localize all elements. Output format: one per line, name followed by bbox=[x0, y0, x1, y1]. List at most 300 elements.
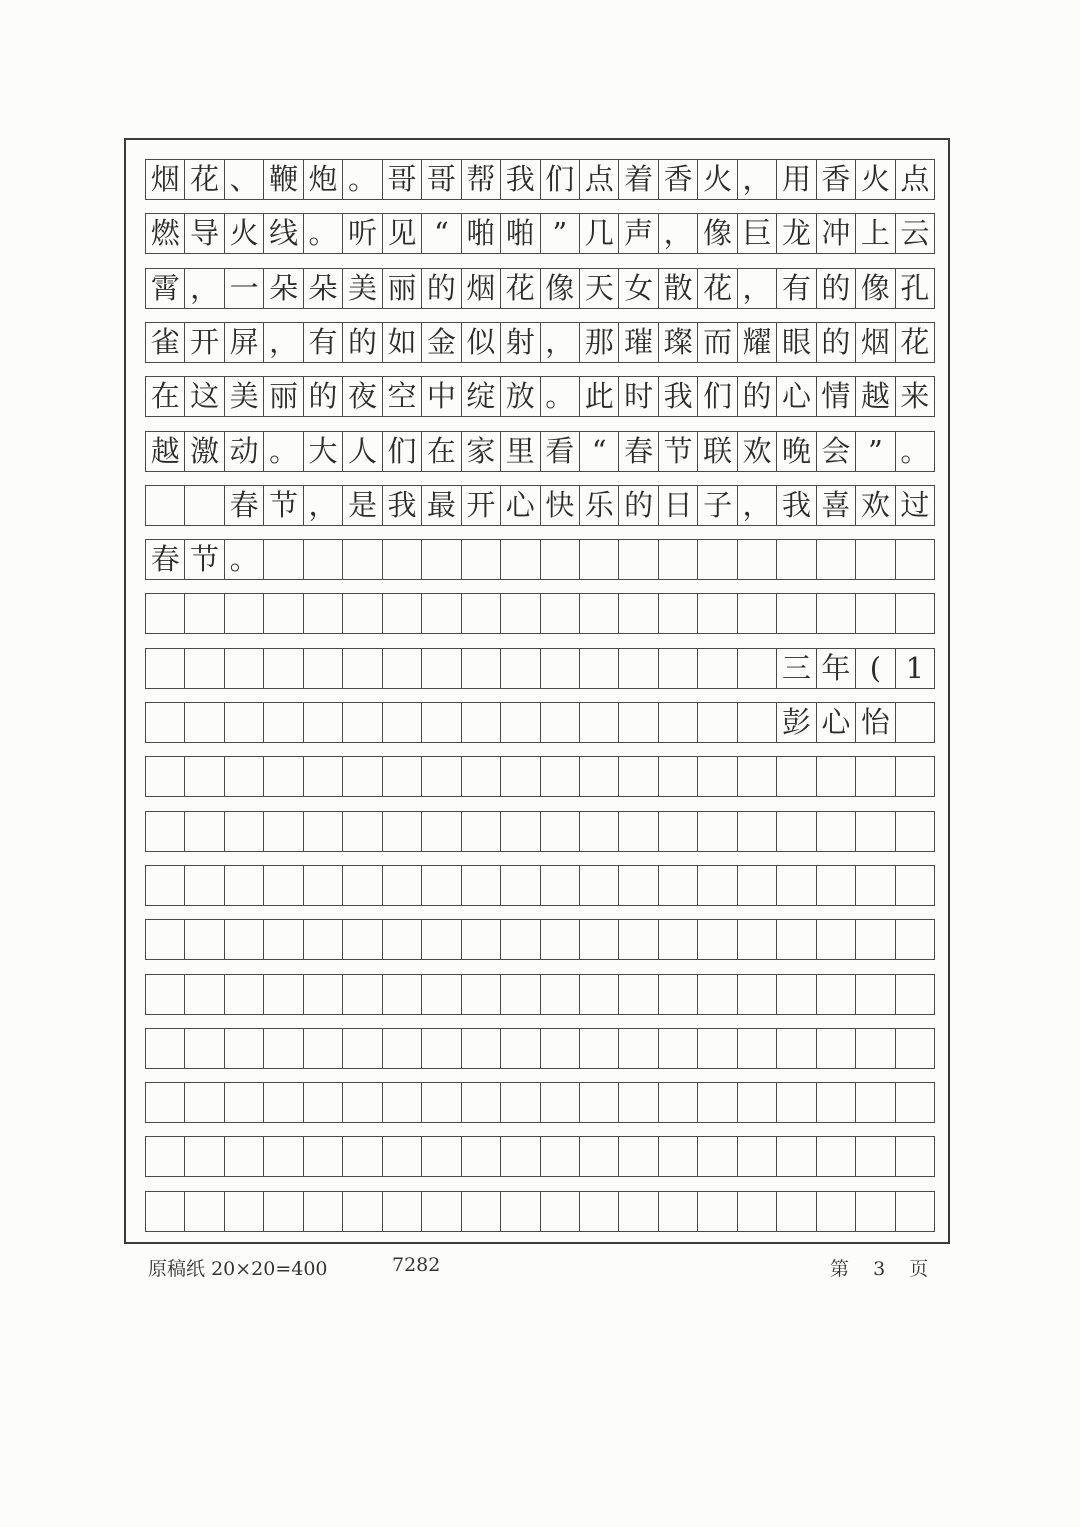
grid-cell: 里 bbox=[501, 432, 540, 471]
paper-code: 7282 bbox=[392, 1254, 441, 1276]
grid-cell bbox=[856, 1029, 895, 1068]
grid-cell: 孔 bbox=[900, 271, 930, 305]
grid-cell bbox=[501, 866, 540, 905]
grid-cell bbox=[304, 1137, 343, 1176]
grid-cell bbox=[777, 594, 816, 633]
grid-cell: 啪 bbox=[501, 214, 540, 253]
grid-cell: 我 bbox=[383, 486, 422, 525]
grid-cell bbox=[185, 594, 224, 633]
grid-cell: 时 bbox=[619, 377, 658, 416]
grid-cell bbox=[501, 1029, 540, 1068]
grid-cell bbox=[462, 920, 501, 959]
grid-cell: 开 bbox=[185, 323, 224, 362]
grid-cell bbox=[619, 1192, 658, 1231]
grid-cell: “ bbox=[422, 214, 461, 253]
grid-cell bbox=[659, 1083, 698, 1122]
grid-cell: 是 bbox=[343, 486, 382, 525]
grid-cell bbox=[462, 1137, 501, 1176]
grid-cell bbox=[422, 1029, 461, 1068]
grid-cell: 丽 bbox=[383, 269, 422, 308]
grid-cell bbox=[777, 812, 816, 851]
grid-cell bbox=[146, 1029, 185, 1068]
grid-cell: 一 bbox=[225, 269, 264, 308]
grid-cell: 在 bbox=[422, 432, 461, 471]
grid-cell: 夜 bbox=[343, 377, 382, 416]
grid-cell bbox=[856, 594, 895, 633]
grid-cell: 烟 bbox=[856, 323, 895, 362]
grid-cell: 越 bbox=[146, 432, 185, 471]
grid-cell bbox=[422, 703, 461, 742]
grid-cell: 巨 bbox=[738, 214, 777, 253]
grid-cell bbox=[541, 866, 580, 905]
grid-cell: 燃 bbox=[146, 214, 185, 253]
grid-cell bbox=[541, 1029, 580, 1068]
grid-row bbox=[145, 702, 935, 743]
grid-cell: 导 bbox=[185, 214, 224, 253]
grid-cell bbox=[146, 1192, 185, 1231]
grid-cell bbox=[422, 812, 461, 851]
grid-row bbox=[145, 593, 935, 634]
grid-cell: 丽 bbox=[264, 377, 303, 416]
grid-cell: 节 bbox=[185, 540, 224, 579]
grid-cell bbox=[264, 540, 303, 579]
grid-cell: 的 bbox=[817, 269, 856, 308]
grid-cell bbox=[738, 920, 777, 959]
grid-cell bbox=[501, 540, 540, 579]
grid-cell bbox=[738, 1029, 777, 1068]
grid-cell bbox=[738, 594, 777, 633]
grid-cell bbox=[462, 540, 501, 579]
grid-cell bbox=[619, 1029, 658, 1068]
grid-cell bbox=[619, 703, 658, 742]
grid-cell bbox=[383, 812, 422, 851]
grid-cell bbox=[462, 1192, 501, 1231]
grid-cell bbox=[698, 920, 737, 959]
grid-cell bbox=[738, 866, 777, 905]
grid-cell bbox=[698, 975, 737, 1014]
grid-cell bbox=[225, 812, 264, 851]
grid-cell: 看 bbox=[541, 432, 580, 471]
grid-cell: 火 bbox=[698, 160, 737, 199]
grid-row bbox=[145, 974, 935, 1015]
grid-cell bbox=[817, 1029, 856, 1068]
grid-cell bbox=[777, 757, 816, 796]
grid-cell: 联 bbox=[698, 432, 737, 471]
grid-cell: 屏 bbox=[225, 323, 264, 362]
grid-cell: 线 bbox=[264, 214, 303, 253]
grid-cell: 声 bbox=[619, 214, 658, 253]
grid-cell bbox=[383, 540, 422, 579]
grid-cell bbox=[264, 866, 303, 905]
grid-cell: 金 bbox=[422, 323, 461, 362]
grid-cell: 这 bbox=[185, 377, 224, 416]
grid-cell: 上 bbox=[856, 214, 895, 253]
grid-cell bbox=[185, 486, 224, 525]
grid-cell: 。 bbox=[343, 160, 382, 199]
grid-cell: 日 bbox=[659, 486, 698, 525]
grid-cell: 激 bbox=[185, 432, 224, 471]
page-number: 3 bbox=[873, 1258, 886, 1280]
grid-cell: 。 bbox=[900, 434, 930, 468]
grid-cell bbox=[580, 703, 619, 742]
grid-cell bbox=[817, 866, 856, 905]
grid-cell bbox=[383, 1029, 422, 1068]
grid-row bbox=[145, 648, 935, 689]
page-number-label bbox=[830, 1254, 928, 1281]
grid-cell bbox=[501, 920, 540, 959]
grid-cell bbox=[896, 1192, 934, 1231]
grid-cell bbox=[383, 1192, 422, 1231]
grid-cell bbox=[580, 866, 619, 905]
grid-cell bbox=[580, 540, 619, 579]
grid-cell bbox=[896, 920, 934, 959]
grid-cell: 如 bbox=[383, 323, 422, 362]
grid-cell: 1 bbox=[905, 651, 925, 685]
grid-cell: 的 bbox=[738, 377, 777, 416]
grid-cell: 朵 bbox=[264, 269, 303, 308]
grid-cell bbox=[383, 594, 422, 633]
grid-cell bbox=[659, 1137, 698, 1176]
grid-cell bbox=[659, 649, 698, 688]
grid-cell: 龙 bbox=[777, 214, 816, 253]
grid-cell: 。 bbox=[304, 214, 343, 253]
grid-cell bbox=[422, 649, 461, 688]
grid-cell bbox=[580, 1083, 619, 1122]
grid-cell bbox=[817, 1192, 856, 1231]
grid-cell: 越 bbox=[856, 377, 895, 416]
grid-cell bbox=[343, 866, 382, 905]
grid-cell bbox=[817, 594, 856, 633]
grid-cell bbox=[659, 1192, 698, 1231]
grid-cell: 晚 bbox=[777, 432, 816, 471]
grid-row bbox=[145, 811, 935, 852]
grid-row bbox=[145, 485, 935, 526]
grid-cell: ， bbox=[659, 214, 698, 253]
grid-cell bbox=[896, 594, 934, 633]
grid-cell bbox=[343, 920, 382, 959]
grid-cell: 烟 bbox=[146, 160, 185, 199]
grid-cell bbox=[541, 1192, 580, 1231]
grid-cell: 此 bbox=[580, 377, 619, 416]
grid-cell bbox=[343, 1137, 382, 1176]
grid-cell bbox=[698, 812, 737, 851]
grid-cell bbox=[659, 812, 698, 851]
grid-cell bbox=[304, 540, 343, 579]
grid-cell: 节 bbox=[659, 432, 698, 471]
grid-cell bbox=[146, 920, 185, 959]
grid-cell bbox=[619, 1137, 658, 1176]
grid-cell bbox=[777, 540, 816, 579]
grid-cell bbox=[698, 757, 737, 796]
grid-cell bbox=[698, 866, 737, 905]
grid-cell: 乐 bbox=[580, 486, 619, 525]
grid-cell: 开 bbox=[462, 486, 501, 525]
grid-cell bbox=[777, 1083, 816, 1122]
grid-cell bbox=[777, 1137, 816, 1176]
grid-cell: 点 bbox=[580, 160, 619, 199]
grid-cell bbox=[264, 757, 303, 796]
grid-cell: 三 bbox=[777, 649, 816, 688]
grid-cell: 有 bbox=[777, 269, 816, 308]
grid-row bbox=[145, 1082, 935, 1123]
grid-cell: 天 bbox=[580, 269, 619, 308]
grid-cell bbox=[738, 649, 777, 688]
grid-row bbox=[145, 159, 935, 200]
grid-cell: 见 bbox=[383, 214, 422, 253]
grid-cell bbox=[698, 703, 737, 742]
grid-cell: 散 bbox=[659, 269, 698, 308]
grid-cell bbox=[856, 866, 895, 905]
grid-cell bbox=[698, 1029, 737, 1068]
grid-cell bbox=[896, 975, 934, 1014]
grid-cell bbox=[501, 703, 540, 742]
grid-cell bbox=[856, 812, 895, 851]
grid-cell bbox=[264, 920, 303, 959]
grid-cell bbox=[304, 920, 343, 959]
grid-cell bbox=[422, 540, 461, 579]
grid-cell bbox=[264, 812, 303, 851]
grid-cell bbox=[304, 866, 343, 905]
grid-cell bbox=[343, 812, 382, 851]
grid-cell: 大 bbox=[304, 432, 343, 471]
grid-cell: 春 bbox=[225, 486, 264, 525]
grid-cell bbox=[619, 594, 658, 633]
grid-cell bbox=[698, 649, 737, 688]
grid-cell bbox=[856, 1083, 895, 1122]
grid-cell: 欢 bbox=[856, 486, 895, 525]
grid-cell bbox=[501, 594, 540, 633]
grid-cell bbox=[856, 920, 895, 959]
grid-cell bbox=[580, 594, 619, 633]
grid-cell bbox=[541, 812, 580, 851]
grid-cell bbox=[580, 920, 619, 959]
grid-cell bbox=[777, 1029, 816, 1068]
grid-cell: 喜 bbox=[817, 486, 856, 525]
grid-cell bbox=[185, 757, 224, 796]
grid-row bbox=[145, 213, 935, 254]
grid-cell bbox=[264, 649, 303, 688]
grid-cell bbox=[738, 1192, 777, 1231]
grid-cell: 彭 bbox=[777, 703, 816, 742]
grid-cell bbox=[896, 866, 934, 905]
grid-cell: 火 bbox=[856, 160, 895, 199]
page-prefix: 第 bbox=[830, 1258, 850, 1280]
grid-cell bbox=[777, 920, 816, 959]
grid-cell: ， bbox=[738, 486, 777, 525]
grid-cell bbox=[896, 703, 934, 742]
grid-cell bbox=[541, 1137, 580, 1176]
grid-cell bbox=[777, 1192, 816, 1231]
grid-cell bbox=[343, 594, 382, 633]
grid-cell: ， bbox=[264, 323, 303, 362]
grid-cell: 。 bbox=[225, 540, 264, 579]
grid-cell bbox=[501, 812, 540, 851]
grid-cell: 眼 bbox=[777, 323, 816, 362]
grid-cell: 啪 bbox=[462, 214, 501, 253]
grid-cell: 耀 bbox=[738, 323, 777, 362]
grid-cell bbox=[264, 703, 303, 742]
grid-cell: 子 bbox=[698, 486, 737, 525]
grid-cell bbox=[462, 812, 501, 851]
grid-cell bbox=[304, 812, 343, 851]
grid-cell: 美 bbox=[225, 377, 264, 416]
footer-left bbox=[148, 1254, 328, 1281]
grid-row bbox=[145, 431, 935, 472]
grid-cell bbox=[896, 1083, 934, 1122]
grid-cell bbox=[225, 1083, 264, 1122]
grid-cell bbox=[817, 975, 856, 1014]
grid-cell bbox=[817, 1137, 856, 1176]
grid-cell: 香 bbox=[817, 160, 856, 199]
grid-cell bbox=[422, 920, 461, 959]
grid-cell bbox=[541, 920, 580, 959]
grid-cell: 过 bbox=[900, 488, 930, 522]
grid-cell bbox=[304, 649, 343, 688]
grid-cell: ( bbox=[856, 649, 895, 688]
grid-cell bbox=[619, 540, 658, 579]
grid-cell: 像 bbox=[856, 269, 895, 308]
grid-cell bbox=[738, 540, 777, 579]
grid-cell bbox=[856, 1137, 895, 1176]
grid-cell bbox=[580, 1137, 619, 1176]
page-suffix: 页 bbox=[909, 1258, 929, 1280]
grid-cell: 的 bbox=[817, 323, 856, 362]
grid-cell: 点 bbox=[900, 162, 930, 196]
grid-cell bbox=[698, 1083, 737, 1122]
grid-cell bbox=[619, 975, 658, 1014]
grid-cell bbox=[541, 594, 580, 633]
grid-cell: 欢 bbox=[738, 432, 777, 471]
grid-cell bbox=[896, 540, 934, 579]
grid-cell bbox=[541, 975, 580, 1014]
grid-cell bbox=[304, 594, 343, 633]
grid-cell bbox=[383, 757, 422, 796]
grid-cell bbox=[580, 1192, 619, 1231]
grid-cell bbox=[304, 1083, 343, 1122]
grid-cell: 而 bbox=[698, 323, 737, 362]
grid-cell: 、 bbox=[225, 160, 264, 199]
grid-cell: 烟 bbox=[462, 269, 501, 308]
grid-cell bbox=[343, 649, 382, 688]
grid-cell bbox=[146, 1083, 185, 1122]
grid-row bbox=[145, 1136, 935, 1177]
grid-cell: 花 bbox=[501, 269, 540, 308]
grid-cell: 似 bbox=[462, 323, 501, 362]
grid-row bbox=[145, 919, 935, 960]
grid-cell bbox=[501, 1137, 540, 1176]
grid-cell bbox=[896, 812, 934, 851]
grid-cell bbox=[817, 920, 856, 959]
grid-cell bbox=[264, 1029, 303, 1068]
grid-cell bbox=[738, 703, 777, 742]
grid-cell bbox=[225, 649, 264, 688]
grid-cell: 着 bbox=[619, 160, 658, 199]
grid-cell bbox=[541, 703, 580, 742]
grid-cell: 在 bbox=[146, 377, 185, 416]
grid-cell: 我 bbox=[501, 160, 540, 199]
grid-row bbox=[145, 376, 935, 417]
grid-cell bbox=[383, 1083, 422, 1122]
grid-cell bbox=[856, 757, 895, 796]
grid-cell bbox=[185, 1192, 224, 1231]
grid-cell bbox=[659, 594, 698, 633]
grid-cell bbox=[896, 1029, 934, 1068]
grid-cell bbox=[383, 866, 422, 905]
grid-cell bbox=[501, 649, 540, 688]
grid-cell: 动 bbox=[225, 432, 264, 471]
grid-cell: 花 bbox=[698, 269, 737, 308]
grid-cell bbox=[580, 1029, 619, 1068]
grid-cell bbox=[698, 540, 737, 579]
grid-cell bbox=[619, 920, 658, 959]
grid-cell bbox=[501, 1192, 540, 1231]
grid-cell: 鞭 bbox=[264, 160, 303, 199]
grid-cell bbox=[619, 1083, 658, 1122]
grid-cell: 冲 bbox=[817, 214, 856, 253]
grid-cell bbox=[659, 1029, 698, 1068]
grid-cell bbox=[422, 1137, 461, 1176]
paper-spec: 20×20=400 bbox=[211, 1258, 328, 1280]
grid-cell: ， bbox=[738, 160, 777, 199]
grid-cell bbox=[422, 594, 461, 633]
grid-cell: 的 bbox=[304, 377, 343, 416]
grid-cell bbox=[817, 540, 856, 579]
grid-cell: ， bbox=[304, 486, 343, 525]
grid-cell: 几 bbox=[580, 214, 619, 253]
grid-cell bbox=[264, 1083, 303, 1122]
grid-cell bbox=[501, 757, 540, 796]
grid-cell: 情 bbox=[817, 377, 856, 416]
grid-cell bbox=[580, 812, 619, 851]
grid-cell bbox=[304, 1029, 343, 1068]
grid-cell bbox=[146, 594, 185, 633]
grid-cell: 来 bbox=[900, 379, 930, 413]
grid-cell: 快 bbox=[541, 486, 580, 525]
grid-cell bbox=[817, 812, 856, 851]
grid-cell bbox=[146, 812, 185, 851]
grid-cell bbox=[383, 703, 422, 742]
grid-cell bbox=[343, 975, 382, 1014]
grid-cell bbox=[580, 649, 619, 688]
grid-cell: 年 bbox=[817, 649, 856, 688]
grid-cell bbox=[856, 1192, 895, 1231]
grid-cell bbox=[738, 1083, 777, 1122]
grid-cell bbox=[146, 975, 185, 1014]
grid-cell bbox=[146, 649, 185, 688]
grid-cell: 家 bbox=[462, 432, 501, 471]
grid-cell: ” bbox=[856, 432, 895, 471]
grid-cell bbox=[185, 1137, 224, 1176]
grid-cell bbox=[462, 594, 501, 633]
grid-cell bbox=[817, 1083, 856, 1122]
grid-cell: 璀 bbox=[619, 323, 658, 362]
grid-cell: ， bbox=[738, 269, 777, 308]
grid-cell bbox=[541, 649, 580, 688]
grid-cell: 炮 bbox=[304, 160, 343, 199]
grid-cell bbox=[304, 975, 343, 1014]
grid-cell: 帮 bbox=[462, 160, 501, 199]
grid-cell bbox=[343, 540, 382, 579]
grid-cell: 会 bbox=[817, 432, 856, 471]
grid-cell bbox=[619, 649, 658, 688]
grid-cell bbox=[462, 975, 501, 1014]
grid-cell bbox=[146, 866, 185, 905]
grid-cell bbox=[185, 649, 224, 688]
grid-cell: 云 bbox=[900, 216, 930, 250]
grid-cell: 最 bbox=[422, 486, 461, 525]
grid-cell bbox=[264, 1192, 303, 1231]
grid-cell bbox=[659, 975, 698, 1014]
